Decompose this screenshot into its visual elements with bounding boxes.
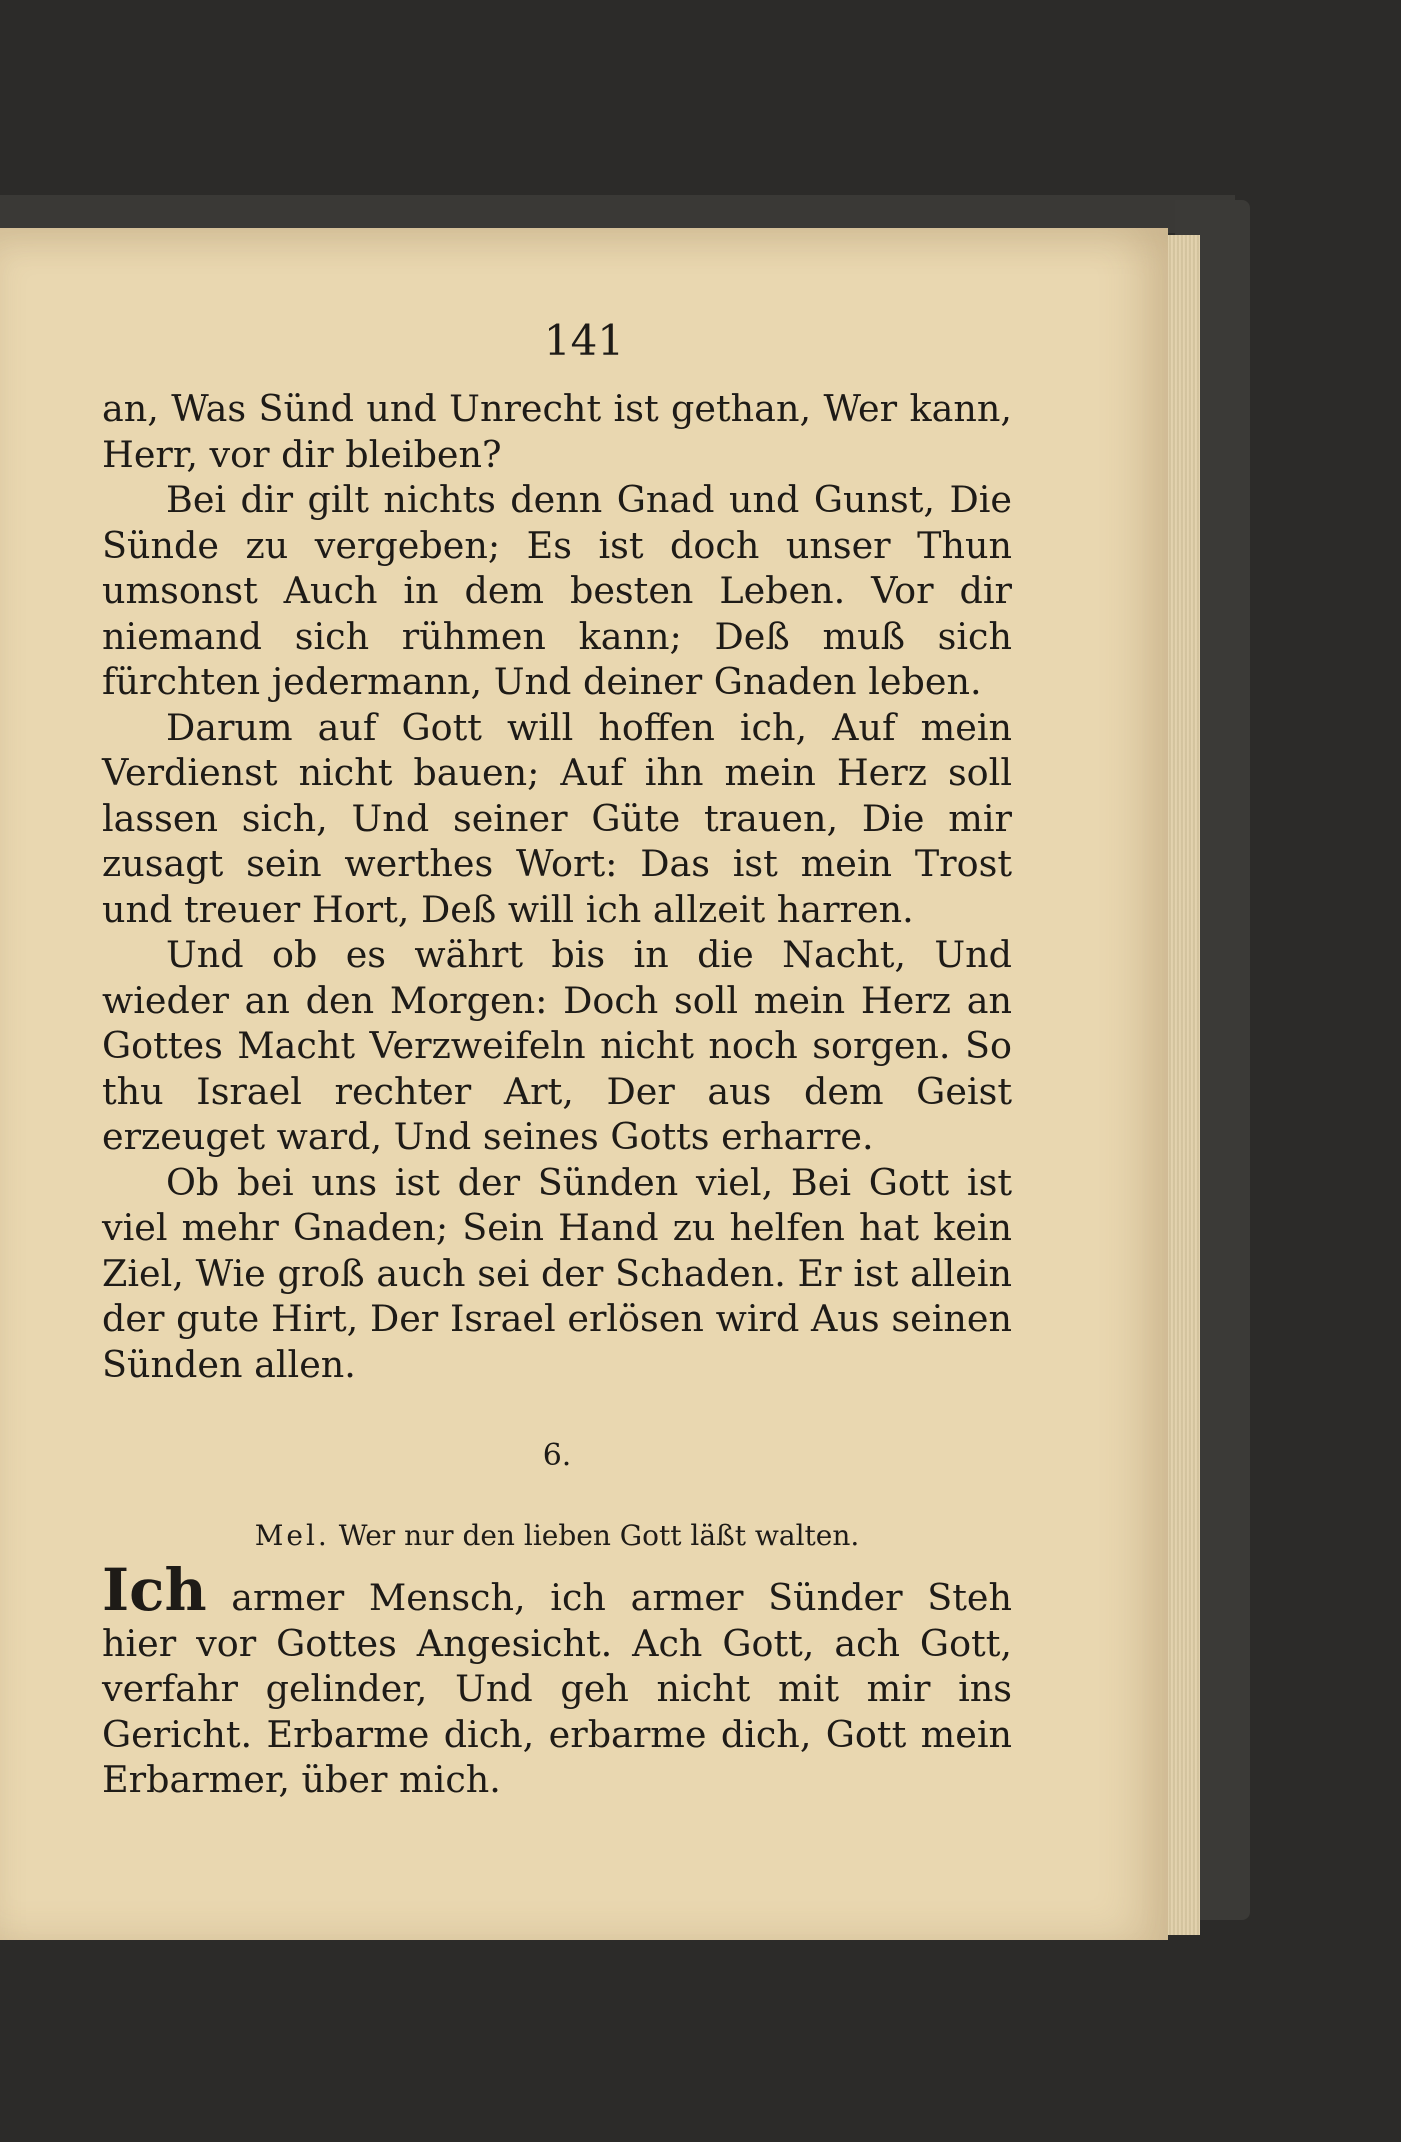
hymn-stanza-text: armer Mensch, ich armer Sünder Steh hier vor Gottes Angesicht. Ach Gott, ach Gott, verfahr gelinder, Und geh nicht mit mir ins Gericht. Erbarme dich, erbarme dich, Gott mein Erbarmer, über mich. [102,1576,1012,1801]
continued-paragraph: an, Was Sünd und Unrecht ist gethan, Wer kann, Herr, vor dir bleiben? [102,387,1012,476]
stanza-paragraph: Und ob es währt bis in die Nacht, Und wieder an den Morgen: Doch soll mein Herz an Gottes Macht Verzweifeln nicht noch sorgen. So thu Israel rechter Art, Der aus dem Geist erzeuget ward, Und seines Gotts erharre. [102,933,1012,1158]
stanza-paragraph: Ob bei uns ist der Sünden viel, Bei Gott ist viel mehr Gnaden; Sein Hand zu helfen hat kein Ziel, Wie groß auch sei der Schaden. Er ist allein der gute Hirt, Der Israel erlösen wird Aus seinen Sünden allen. [102,1160,1012,1386]
melody-title: Wer nur den lieben Gott läßt walten. [338,1518,860,1552]
hymn-first-stanza [102,1556,1012,1803]
page-number: 141 [543,316,625,365]
book-page [0,228,1168,1940]
page-text [102,386,1012,1803]
hymn-number: 6. [542,1438,572,1473]
melody-label: Mel. [254,1518,330,1552]
stanza-paragraph: Bei dir gilt nichts denn Gnad und Gunst, Die Sünde zu vergeben; Es ist doch unser Thun umsonst Auch in dem besten Leben. Vor dir niemand sich rühmen kann; Deß muß sich fürchten jedermann, Und deiner Gnaden leben. [102,478,1012,703]
melody-line [102,1513,1012,1559]
stanza-paragraph: Darum auf Gott will hoffen ich, Auf mein Verdienst nicht bauen; Auf ihn mein Herz soll lassen sich, Und seiner Güte trauen, Die mir zusagt sein werthes Wort: Das ist mein Trost und treuer Hort, Deß will ich allzeit harren. [102,705,1012,931]
dropcap-word: Ich [102,1556,207,1624]
